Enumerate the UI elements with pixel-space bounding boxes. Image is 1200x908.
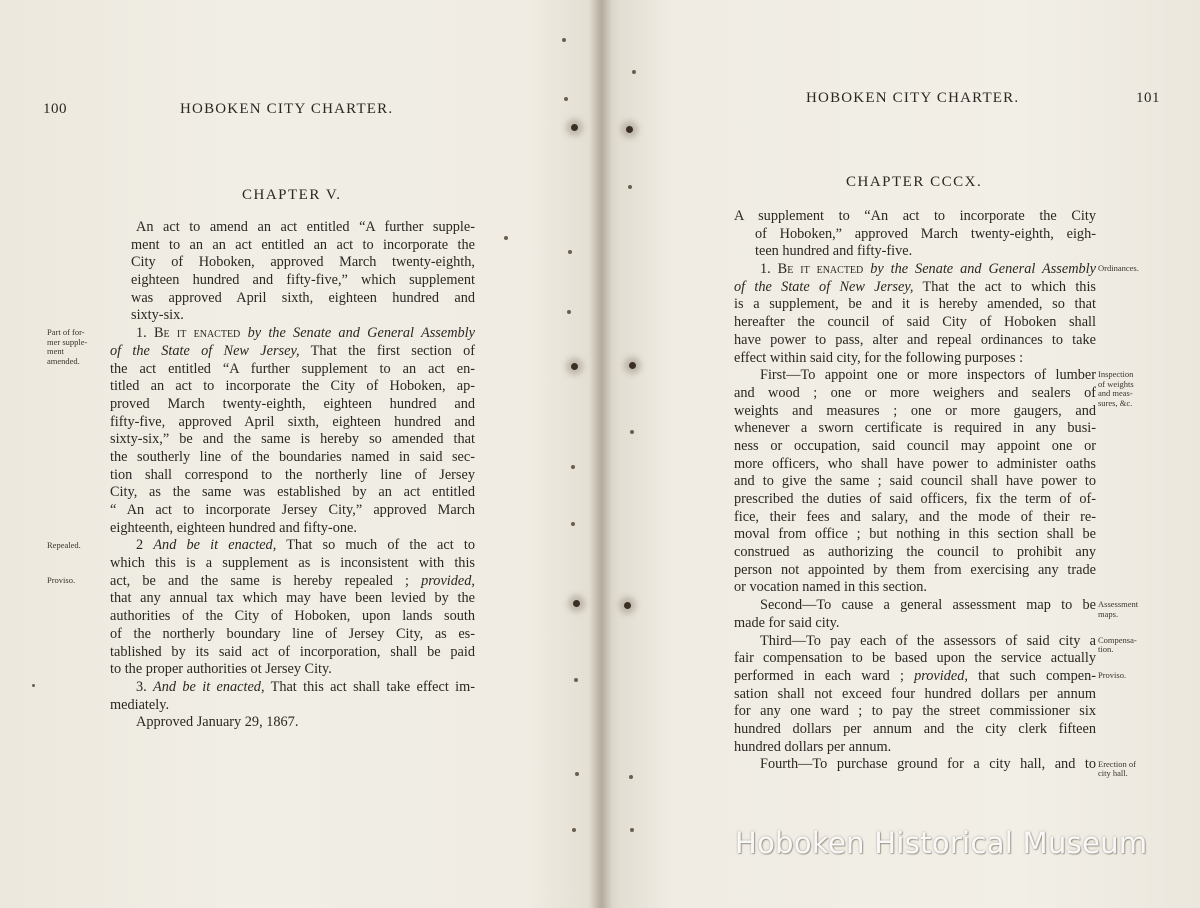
text-line: Approved January 29, 1867. (136, 714, 299, 731)
binding-hole (629, 775, 633, 779)
binding-hole (624, 602, 631, 609)
binding-hole (572, 828, 576, 832)
text-line: the southerly line of the boundaries named in said sec- (110, 448, 475, 465)
binding-hole (571, 465, 575, 469)
text-line: A supplement to “An act to incorporate the City (734, 208, 1096, 224)
right-body-text (734, 208, 1096, 774)
binding-hole (628, 185, 632, 189)
text-line: tion shall correspond to the northerly line of Jersey (110, 466, 475, 483)
text-line: the act entitled “A further supplement to an act en- (110, 360, 475, 377)
text-line: An act to amend an act entitled “A further supple- (136, 219, 475, 235)
text-line: moval from office ; but nothing in this section shall be (734, 526, 1096, 543)
text-line: performed in each ward ; provided, that such compen- (734, 667, 1096, 684)
text-line: for any one ward ; to pay the street commissioner six (734, 703, 1096, 720)
text-line: mediately. (110, 696, 170, 713)
text-line: 2 And be it enacted, That so much of the act to (136, 537, 475, 554)
running-head-left: HOBOKEN CITY CHARTER. (180, 101, 394, 117)
text-line: or vocation named in this section. (734, 579, 927, 596)
text-line: hundred dollars per annum and the city clerk fifteen (734, 720, 1096, 737)
margin-note: Repealed. (47, 539, 81, 550)
text-line: fice, their fees and salary, and the mode of their re- (734, 508, 1096, 525)
binding-hole (562, 38, 566, 42)
text-line: more officers, who shall have power to administer oaths (734, 455, 1096, 472)
text-line: to the proper authorities ot Jersey City. (110, 661, 332, 678)
text-line: of the northerly boundary line of Jersey City, as es- (110, 625, 475, 642)
text-line: prescribed the duties of said officers, fix the term of of- (734, 491, 1096, 507)
stray-mark (504, 236, 508, 240)
text-line: eighteenth, eighteen hundred and fifty-one. (110, 519, 357, 536)
chapter-title-left: CHAPTER V. (242, 187, 342, 203)
text-line: Second—To cause a general assessment map to be (760, 597, 1096, 614)
margin-note: Erection of city hall. (1098, 758, 1136, 779)
text-line: of Hoboken,” approved March twenty-eighth, eigh- (755, 225, 1096, 242)
text-line: and wood ; one or more weighers and sealers of (734, 384, 1096, 401)
margin-note: Compensa- tion. (1098, 634, 1137, 655)
binding-hole (573, 600, 580, 607)
binding-hole (571, 522, 575, 526)
page-number-left: 100 (43, 101, 67, 117)
binding-hole (629, 362, 636, 369)
text-line: sixty-six. (131, 307, 184, 324)
running-head-right: HOBOKEN CITY CHARTER. (806, 90, 1020, 106)
binding-hole (567, 310, 571, 314)
text-line: First—To appoint one or more inspectors of lumber (760, 367, 1096, 384)
text-line: fair compensation to be based upon the service actually (734, 650, 1096, 667)
text-line: have power to pass, alter and repeal ordinances to take (734, 331, 1096, 348)
binding-hole (630, 430, 634, 434)
text-line: made for said city. (734, 614, 840, 631)
museum-watermark: Hoboken Historical Museum (735, 826, 1148, 860)
text-line: tablished by its said act of incorporation, shall be paid (110, 643, 475, 660)
text-line: teen hundred and fifty-five. (755, 243, 913, 260)
text-line: of the State of New Jersey, That the first section of (110, 342, 475, 359)
text-line: ness or occupation, said council may appoint one or (734, 437, 1096, 454)
text-line: effect within said city, for the following purposes : (734, 349, 1024, 366)
text-line: weights and measures ; one or more gaugers, and (734, 402, 1096, 419)
binding-hole (632, 70, 636, 74)
text-line: proved March twenty-eighth, eighteen hundred and (110, 395, 475, 412)
binding-hole (564, 97, 568, 101)
text-line: authorities of the City of Hoboken, upon lands south (110, 608, 475, 625)
text-line: and to give the same ; said council shall have power to (734, 473, 1096, 490)
binding-hole (574, 678, 578, 682)
text-line: hundred dollars per annum. (734, 738, 892, 755)
text-line: “ An act to incorporate Jersey City,” approved March (110, 502, 475, 518)
text-line: whenever a sworn certificate is required in any busi- (734, 420, 1096, 437)
binding-hole (571, 363, 578, 370)
text-line: ment to an an act entitled an act to incorporate the (131, 236, 475, 253)
left-body-text (110, 219, 475, 732)
page-number-right: 101 (1136, 90, 1160, 106)
text-line: City of Hoboken, approved March twenty-eighth, (131, 254, 475, 271)
binding-hole (575, 772, 579, 776)
text-line: 1. Be it enacted by the Senate and General Assembly (760, 261, 1096, 278)
margin-note: Part of for- mer supple- ment amended. (47, 327, 88, 366)
text-line: is a supplement, be and it is hereby amended, so that (734, 296, 1096, 313)
margin-note: Assessment maps. (1098, 599, 1139, 619)
margin-note: Proviso. (1098, 670, 1127, 681)
binding-hole (630, 828, 634, 832)
text-line: eighteen hundred and fifty-five,” which supplement (131, 272, 475, 289)
text-line: was approved April sixth, eighteen hundred and (131, 289, 475, 306)
right-page (602, 0, 1200, 908)
stray-mark (32, 684, 35, 687)
text-line: that any annual tax which may have been levied by the (110, 590, 475, 607)
binding-hole (568, 250, 572, 254)
text-line: sixty-six,” be and the same is hereby so amended that (110, 431, 475, 448)
text-line: of the State of New Jersey, That the act to which this (734, 278, 1096, 295)
text-line: person not appointed by them from exercising any trade (734, 561, 1096, 578)
binding-hole (571, 124, 578, 131)
text-line: hereafter the council of said City of Hoboken shall (734, 314, 1096, 331)
text-line: which this is a supplement as is inconsistent with this (110, 555, 475, 572)
chapter-title-right: CHAPTER CCCX. (846, 174, 983, 190)
text-line: Fourth—To purchase ground for a city hall, and to (760, 756, 1096, 773)
binding-hole (626, 126, 633, 133)
text-line: Third—To pay each of the assessors of said city a (760, 632, 1096, 649)
text-line: 3. And be it enacted, That this act shall take effect im- (136, 678, 475, 695)
text-line: act, be and the same is hereby repealed ; provided, (110, 572, 475, 589)
text-line: sation shall not exceed four hundred dollars per annum (734, 685, 1096, 702)
text-line: City, as the same was established by an act entitled (110, 484, 475, 501)
text-line: titled an act to incorporate the City of Hoboken, ap- (110, 378, 475, 395)
margin-note: Proviso. (47, 575, 76, 585)
text-line: fifty-five, approved April sixth, eighteen hundred and (110, 413, 475, 430)
margin-note: Inspection of weights and meas- sures, &c. (1098, 369, 1134, 408)
text-line: construed as authorizing the council to prohibit any (734, 544, 1096, 561)
margin-note: Ordinances. (1098, 263, 1139, 274)
text-line: 1. Be it enacted by the Senate and General Assembly (136, 325, 475, 342)
